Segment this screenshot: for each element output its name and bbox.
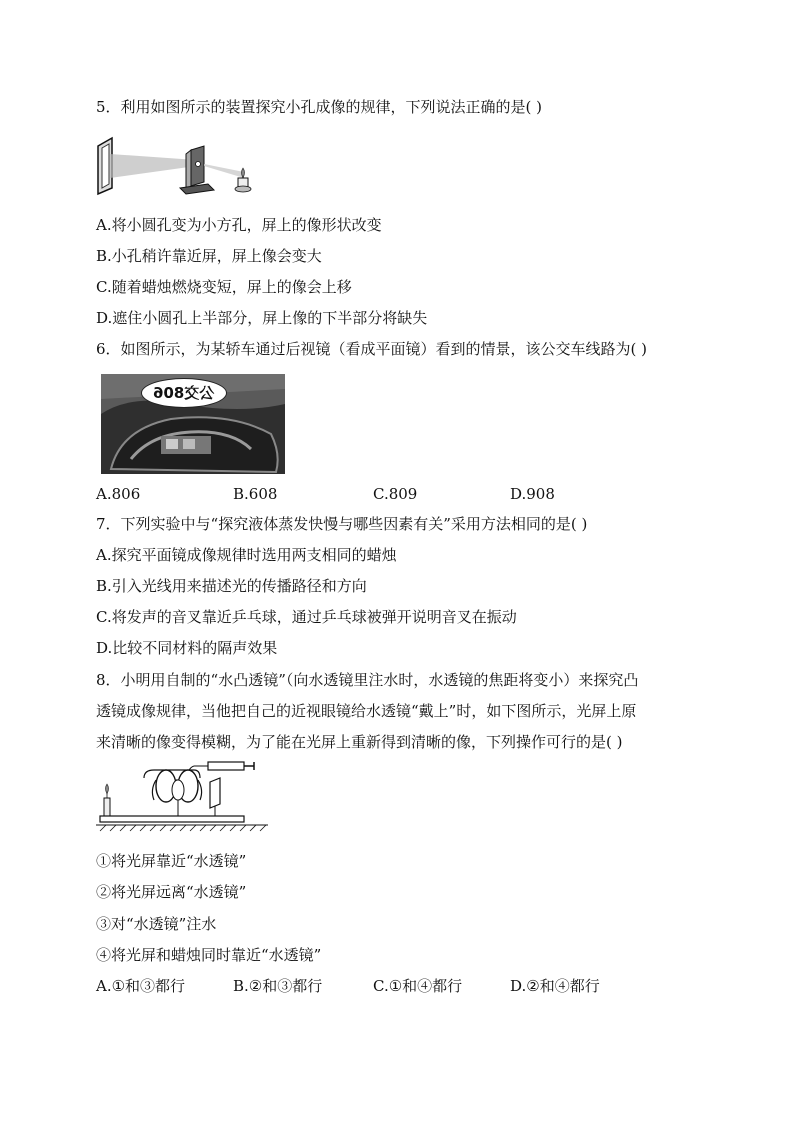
q7-option-b: B.引入光线用来描述光的传播路径和方向: [96, 577, 367, 595]
q5-option-c: C.随着蜡烛燃烧变短，屏上的像会上移: [96, 278, 352, 296]
q7-option-a: A.探究平面镜成像规律时选用两支相同的蜡烛: [96, 546, 397, 564]
q7-option-c: C.将发声的音叉靠近乒乓球，通过乒乓球被弹开说明音叉在振动: [96, 608, 517, 626]
pinhole-apparatus-figure: [96, 134, 266, 196]
q8-option-a: A.①和③都行: [96, 977, 186, 995]
q8-stem-line-2: 透镜成像规律，当他把自己的近视眼镜给水透镜“戴上”时，如下图所示，光屏上原: [96, 702, 637, 720]
mirrored-bus-label: 公交806: [153, 384, 215, 402]
q5-option-a: A.将小圆孔变为小方孔，屏上的像形状改变: [96, 216, 382, 234]
q8-statement-3: ③对“水透镜”注水: [96, 915, 217, 933]
q6-stem: 6．如图所示，为某轿车通过后视镜（看成平面镜）看到的情景，该公交车线路为( ): [96, 340, 648, 358]
q6-option-c: C.809: [373, 485, 418, 503]
q8-option-c: C.①和④都行: [373, 977, 463, 995]
q6-option-d: D.908: [510, 485, 555, 503]
mirror-bubble: [141, 378, 227, 408]
rearview-mirror-photo: [101, 374, 285, 474]
q6-options: [96, 484, 696, 504]
q8-statement-4: ④将光屏和蜡烛同时靠近“水透镜”: [96, 946, 322, 964]
q6-option-a: A.806: [96, 485, 141, 503]
q5-option-b: B.小孔稍许靠近屏，屏上像会变大: [96, 247, 322, 265]
q7-option-d: D.比较不同材料的隔声效果: [96, 639, 278, 657]
water-lens-apparatus-figure: [96, 760, 268, 832]
q6-option-b: B.608: [233, 485, 278, 503]
q7-stem: 7．下列实验中与“探究液体蒸发快慢与哪些因素有关”采用方法相同的是( ): [96, 515, 588, 533]
q8-stem-line-3: 来清晰的像变得模糊，为了能在光屏上重新得到清晰的像，下列操作可行的是( ): [96, 733, 623, 751]
q8-statement-2: ②将光屏远离“水透镜”: [96, 883, 247, 901]
q8-option-b: B.②和③都行: [233, 977, 323, 995]
q5-option-d: D.遮住小圆孔上半部分，屏上像的下半部分将缺失: [96, 309, 428, 327]
q8-option-d: D.②和④都行: [510, 977, 600, 995]
q5-stem: 5．利用如图所示的装置探究小孔成像的规律，下列说法正确的是( ): [96, 98, 543, 116]
q8-statement-1: ①将光屏靠近“水透镜”: [96, 852, 247, 870]
q8-options: [96, 976, 696, 996]
q8-stem-line-1: 8．小明用自制的“水凸透镜”（向水透镜里注水时，水透镜的焦距将变小）来探究凸: [96, 671, 639, 689]
